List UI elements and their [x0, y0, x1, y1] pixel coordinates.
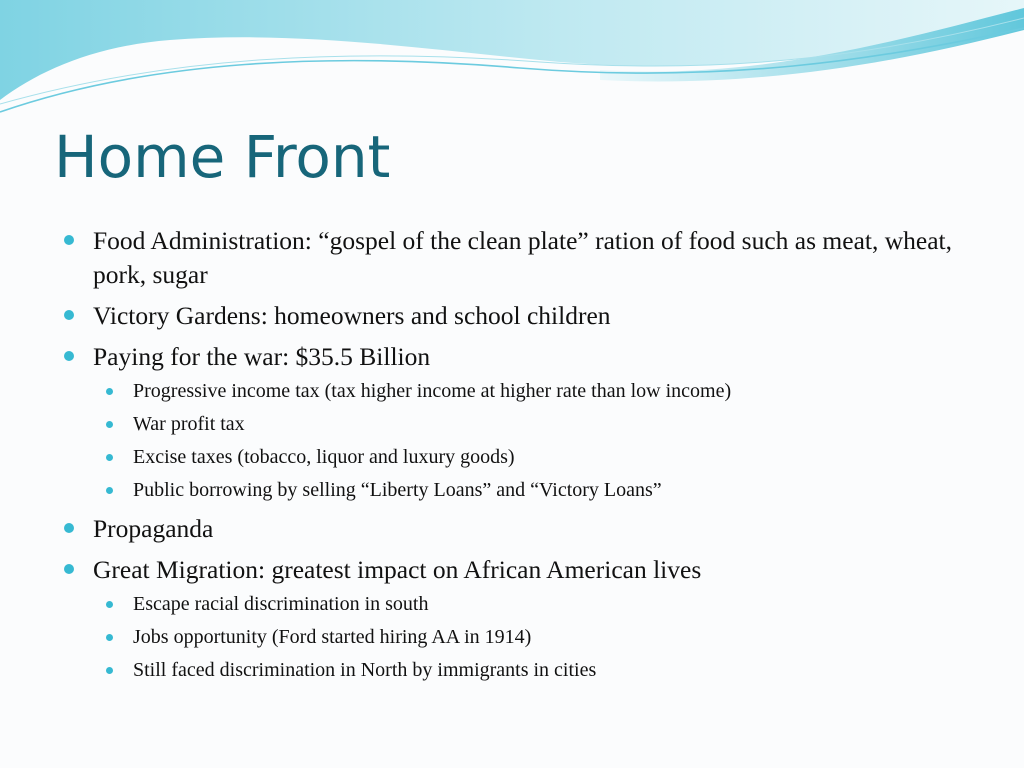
bullet-item	[64, 512, 984, 546]
bullet-text: Food Administration: “gospel of the clean plate” ration of food such as meat, wheat, pork, sugar	[93, 226, 952, 289]
wave-decoration	[0, 0, 1024, 120]
bullet-dot-icon	[106, 634, 113, 641]
sub-bullet-text: Still faced discrimination in North by immigrants in cities	[133, 659, 597, 681]
sub-bullet-item	[104, 475, 984, 505]
sub-bullet-text: Progressive income tax (tax higher income at higher rate than low income)	[133, 380, 732, 402]
bullet-item	[64, 224, 984, 292]
bullet-text: Paying for the war: $35.5 Billion	[93, 342, 431, 371]
sub-bullet-text: Escape racial discrimination in south	[133, 593, 429, 615]
bullet-text: Victory Gardens: homeowners and school children	[93, 301, 611, 330]
slide-title: Home Front	[54, 123, 391, 191]
sub-bullet-item	[104, 409, 984, 439]
sub-bullet-item	[104, 589, 984, 619]
bullet-dot-icon	[64, 564, 74, 574]
sub-bullet-item	[104, 442, 984, 472]
bullet-dot-icon	[106, 388, 113, 395]
bullet-dot-icon	[64, 235, 74, 245]
sub-bullet-text: Excise taxes (tobacco, liquor and luxury goods)	[133, 446, 515, 468]
bullet-dot-icon	[106, 667, 113, 674]
sub-bullet-item	[104, 655, 984, 685]
sub-bullet-text: Jobs opportunity (Ford started hiring AA in 1914)	[133, 626, 532, 648]
sub-bullet-list	[64, 589, 984, 685]
sub-bullet-item	[104, 622, 984, 652]
bullet-dot-icon	[106, 487, 113, 494]
bullet-dot-icon	[64, 351, 74, 361]
bullet-dot-icon	[64, 310, 74, 320]
sub-bullet-text: Public borrowing by selling “Liberty Loans” and “Victory Loans”	[133, 479, 662, 501]
sub-bullet-text: War profit tax	[133, 413, 245, 435]
bullet-dot-icon	[106, 421, 113, 428]
bullet-dot-icon	[106, 601, 113, 608]
bullet-text: Propaganda	[93, 514, 214, 543]
bullet-dot-icon	[106, 454, 113, 461]
bullet-list	[64, 224, 984, 692]
bullet-item	[64, 299, 984, 333]
sub-bullet-item	[104, 376, 984, 406]
sub-bullet-list	[64, 376, 984, 505]
bullet-text: Great Migration: greatest impact on African American lives	[93, 555, 702, 584]
bullet-dot-icon	[64, 523, 74, 533]
bullet-item	[64, 340, 984, 505]
bullet-item	[64, 553, 984, 685]
